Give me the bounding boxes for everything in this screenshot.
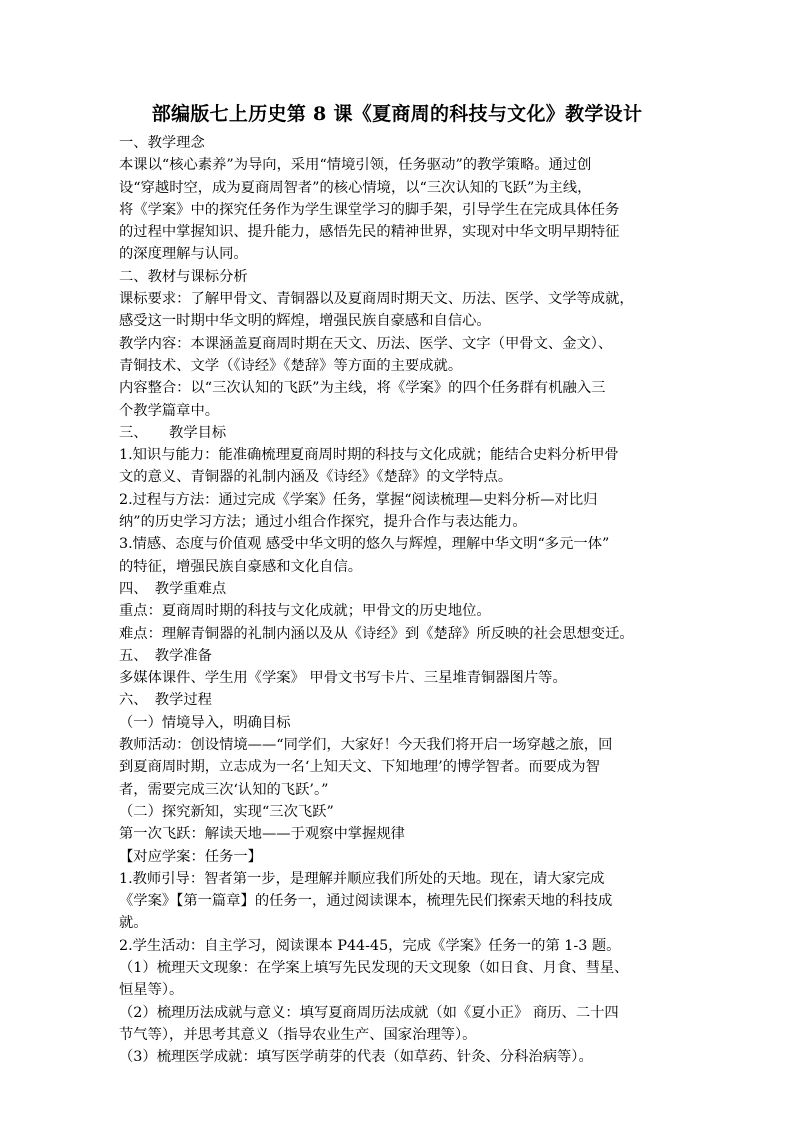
text-line: 多媒体课件、学生用《学案》 甲骨文书写卡片、三星堆青铜器图片等。 [119, 670, 567, 687]
text-line: 五、 教学准备 [119, 647, 212, 664]
text-line: 四、 教学重难点 [119, 580, 227, 597]
text-line: 教学内容：本课涵盖夏商周时期在天文、历法、医学、文字（甲骨文、金文）、 [119, 335, 613, 352]
text-line: （一）情境导入，明确目标 [119, 714, 291, 731]
text-line: 重点：夏商周时期的科技与文化成就；甲骨文的历史地位。 [119, 603, 491, 620]
text-line: 本课以“核心素养”为导向，采用“情境引领，任务驱动”的教学策略。通过创 [119, 157, 592, 174]
text-line: （二）探究新知，实现“三次飞跃” [119, 803, 334, 820]
text-line: 感受这一时期中华文明的辉煌，增强民族自豪感和自信心。 [119, 313, 491, 330]
text-line: 《学案》【第一篇章】的任务一，通过阅读课本，梳理先民们探索天地的科技成 [119, 893, 613, 910]
text-line: （2）梳理历法成就与意义：填写夏商周历法成就（如《夏小正》 商历、二十四 [119, 1004, 619, 1021]
document-title: 部编版七上历史第 8 课《夏商周的科技与文化》教学设计 [151, 103, 643, 125]
text-line: 内容整合：以“三次认知的飞跃”为主线，将《学案》的四个任务群有机融入三 [119, 380, 606, 397]
text-line: 难点：理解青铜器的礼制内涵以及从《诗经》到《楚辞》所反映的社会思想变迁。 [119, 625, 634, 642]
document-body [119, 132, 679, 1068]
text-line: 3.情感、态度与价值观 感受中华文明的悠久与辉煌，理解中华文明“多元一体” [119, 536, 610, 553]
text-line: 者，需要完成三次‘认知的飞跃’。” [119, 781, 329, 798]
text-line: 个教学篇章中。 [119, 402, 220, 419]
text-line: 的特征，增强民族自豪感和文化自信。 [119, 558, 363, 575]
text-line: 第一次飞跃：解读天地——于观察中掌握规律 [119, 826, 405, 843]
text-line: （3）梳理医学成就：填写医学萌芽的代表（如草药、针灸、分科治病等）。 [119, 1049, 593, 1066]
text-line: 恒星等）。 [119, 982, 184, 999]
text-line: 2.过程与方法：通过完成《学案》任务，掌握“阅读梳理—史料分析—对比归 [119, 491, 598, 508]
text-line: 三、 教学目标 [119, 424, 227, 441]
text-line: 1.教师引导：智者第一步，是理解并顺应我们所处的天地。现在，请大家完成 [119, 870, 605, 887]
text-line: 设“穿越时空，成为夏商周智者”的核心情境，以“三次认知的飞跃”为主线， [119, 179, 592, 196]
text-line: 的过程中掌握知识、提升能力，感悟先民的精神世界，实现对中华文明早期特征 [119, 224, 620, 241]
text-line: 六、 教学过程 [119, 692, 212, 709]
text-line: 纳”的历史学习方法；通过小组合作探究，提升合作与表达能力。 [119, 514, 527, 531]
text-line: （1）梳理天文现象：在学案上填写先民发现的天文现象（如日食、月食、彗星、 [119, 959, 629, 976]
text-line: 节气等），并思考其意义（指导农业生产、国家治理等）。 [119, 1026, 477, 1043]
text-line: 1.知识与能力：能准确梳理夏商周时期的科技与文化成就；能结合史料分析甲骨 [119, 447, 619, 464]
text-line: 文的意义、青铜器的礼制内涵及《诗经》《楚辞》的文学特点。 [119, 469, 513, 486]
text-line: 课标要求：了解甲骨文、青铜器以及夏商周时期天文、历法、医学、文学等成就， [119, 291, 634, 308]
text-line: 的深度理解与认同。 [119, 246, 248, 263]
text-line: 二、教材与课标分析 [119, 268, 248, 285]
text-line: 到夏商周时期，立志成为一名‘上知天文、下知地理’的博学智者。而要成为智 [119, 759, 600, 776]
text-line: 教师活动：创设情境——“同学们，大家好！今天我们将开启一场穿越之旅，回 [119, 737, 613, 754]
text-line: 2.学生活动：自主学习，阅读课本 P44-45，完成《学案》任务一的第 1-3 题。 [119, 937, 621, 954]
text-line: 就。 [119, 915, 148, 932]
text-line: 将《学案》中的探究任务作为学生课堂学习的脚手架，引导学生在完成具体任务 [119, 201, 620, 218]
text-line: 一、教学理念 [119, 135, 205, 151]
text-line: 【对应学案：任务一】 [119, 848, 262, 865]
text-line: 青铜技术、文学（《诗经》《楚辞》等方面的主要成就。 [119, 357, 463, 374]
